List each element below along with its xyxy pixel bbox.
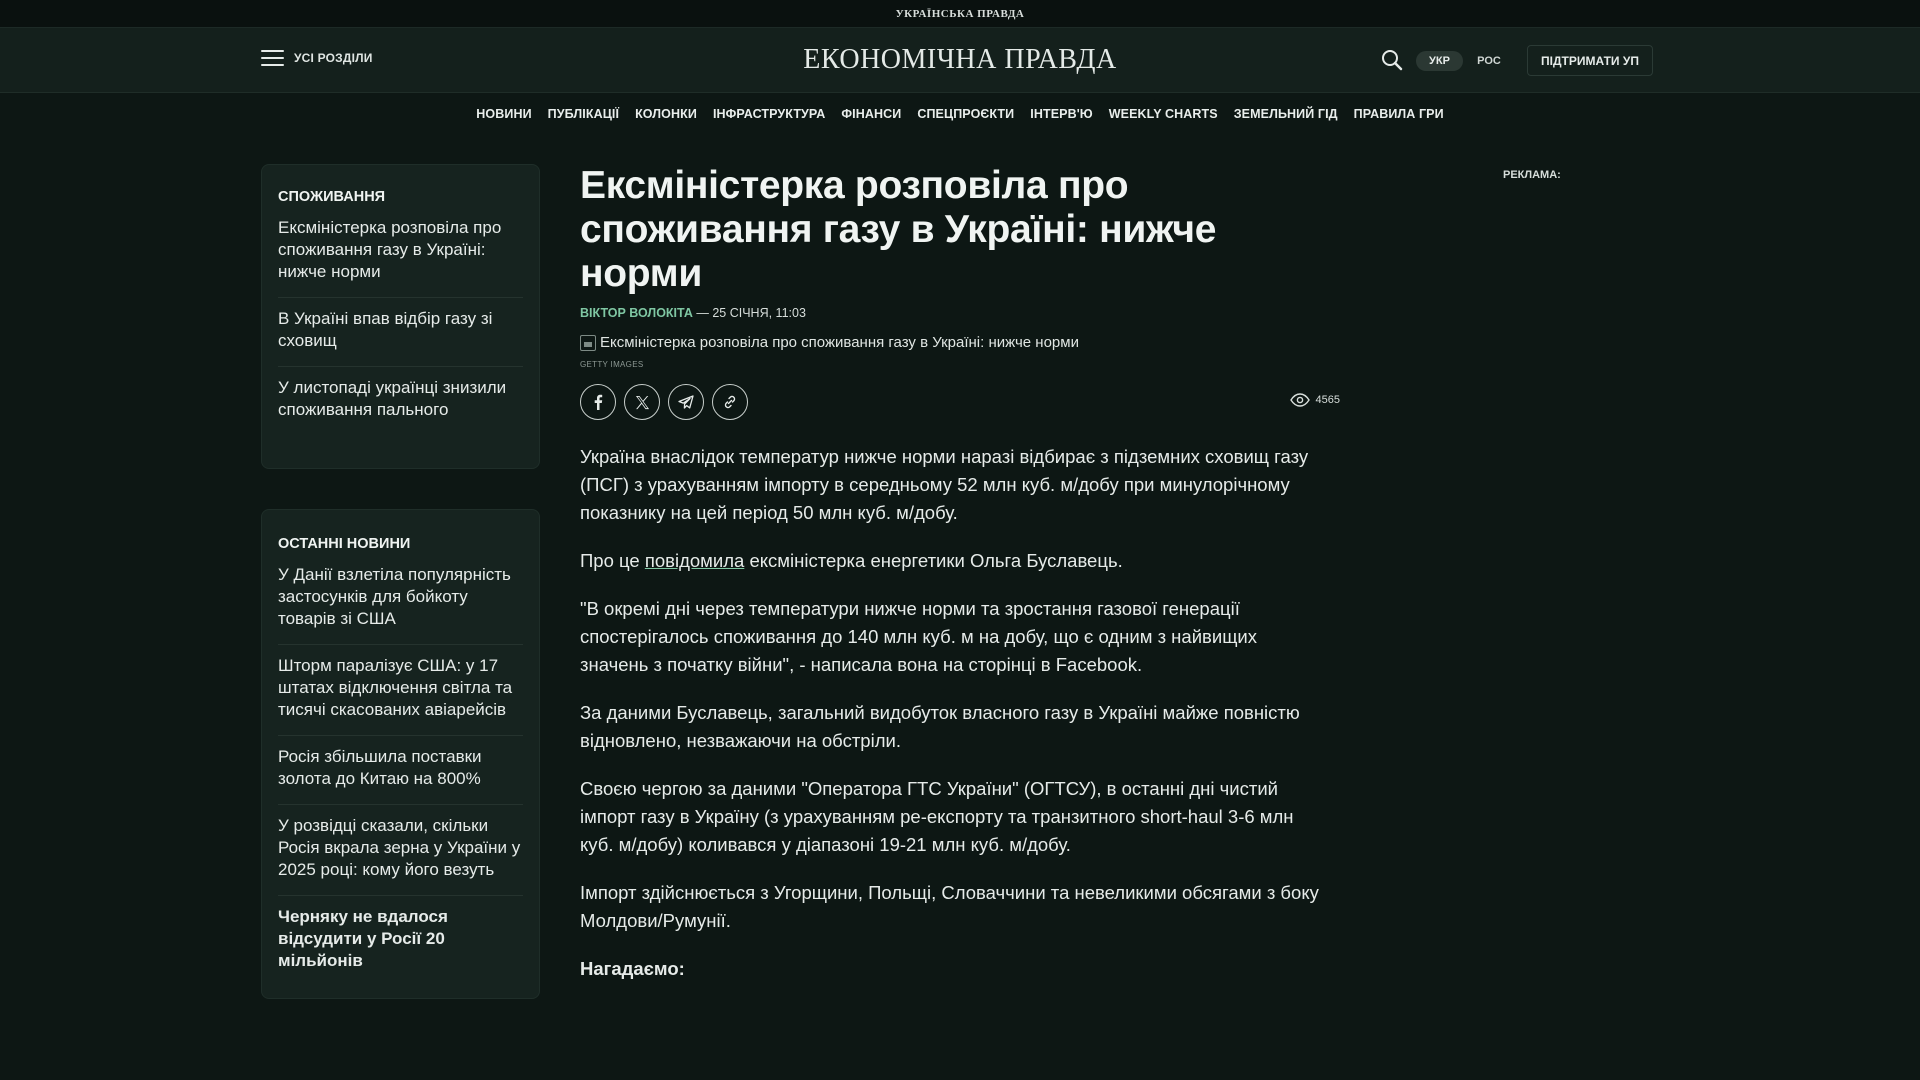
topic-title[interactable]: СПОЖИВАННЯ bbox=[278, 189, 386, 205]
lang-ros-button[interactable]: РОС bbox=[1477, 55, 1501, 67]
image-icon bbox=[580, 335, 596, 351]
nav-publications[interactable]: ПУБЛІКАЦІЇ bbox=[547, 107, 620, 121]
latest-news-title[interactable]: ОСТАННІ НОВИНИ bbox=[278, 536, 411, 552]
topic-item[interactable]: В Україні впав відбір газу зі сховищ bbox=[278, 308, 523, 367]
source-link[interactable]: повідомила bbox=[644, 550, 745, 571]
nav-infrastructure[interactable]: ІНФРАСТРУКТУРА bbox=[712, 107, 826, 121]
site-header bbox=[0, 28, 1920, 93]
share-facebook-button[interactable] bbox=[580, 384, 616, 420]
publish-date: — 25 СІЧНЯ, 11:03 bbox=[692, 306, 806, 320]
support-button[interactable]: ПІДТРИМАТИ УП bbox=[1527, 45, 1653, 76]
article-headline: Ексміністерка розповіла про споживання газу в Україні: нижче норми bbox=[580, 164, 1217, 295]
nav-special-projects[interactable]: СПЕЦПРОЄКТИ bbox=[917, 107, 1015, 121]
nav-weekly-charts[interactable]: WEEKLY CHARTS bbox=[1108, 107, 1218, 121]
ad-label: РЕКЛАМА: bbox=[1503, 169, 1561, 181]
main-nav bbox=[0, 93, 1920, 135]
paragraph: Імпорт здійснюється з Угорщини, Польщі, Словаччини та невеликими обсягами з боку Молдови/Румунії. bbox=[580, 882, 1319, 931]
article-body bbox=[580, 443, 1320, 983]
paragraph: Україна внаслідок температур нижче норми наразі відбирає з підземних сховищ газу (ПСГ) з урахуванням імпорту в середньому 52 млн куб. м/добу при минулорічному показнику на цей період 50 млн куб. м/добу. bbox=[580, 446, 1309, 523]
latest-news-item[interactable]: У Данії взлетіла популярність застосунків для бойкоту товарів зі США bbox=[278, 564, 523, 645]
reminder-heading: Нагадаємо: bbox=[580, 958, 685, 979]
up-brand-link[interactable]: УКРАЇНСЬКА ПРАВДА bbox=[895, 7, 1025, 20]
paragraph-text: ексміністерка енергетики Ольга Буславець. bbox=[744, 550, 1123, 571]
top-strip bbox=[0, 0, 1920, 28]
site-logo[interactable]: ЕКОНОМІЧНА ПРАВДА bbox=[803, 44, 1117, 75]
view-count-value: 4565 bbox=[1315, 394, 1340, 406]
copy-link-button[interactable] bbox=[712, 384, 748, 420]
all-sections-label: УСІ РОЗДІЛИ bbox=[294, 51, 373, 65]
byline bbox=[580, 306, 1340, 320]
nav-land-guide[interactable]: ЗЕМЕЛЬНИЙ ГІД bbox=[1233, 107, 1338, 121]
x-icon bbox=[635, 395, 650, 410]
image-credit: GETTY IMAGES bbox=[580, 360, 644, 369]
eye-icon bbox=[1290, 393, 1310, 407]
link-icon bbox=[722, 394, 738, 410]
paragraph-text: Про це bbox=[580, 550, 645, 571]
nav-interview[interactable]: ІНТЕРВ'Ю bbox=[1030, 107, 1093, 121]
view-count bbox=[1290, 393, 1340, 407]
article bbox=[580, 164, 1340, 1003]
latest-news-card bbox=[261, 509, 540, 999]
nav-news[interactable]: НОВИНИ bbox=[476, 107, 532, 121]
topic-card bbox=[261, 164, 540, 469]
telegram-icon bbox=[678, 394, 694, 410]
image-alt-text: Ексміністерка розповіла про споживання газу в Україні: нижче норми bbox=[600, 334, 1079, 351]
paragraph: За даними Буславець, загальний видобуток власного газу в Україні майже повністю відновлено, незважаючи на обстріли. bbox=[580, 702, 1300, 751]
paragraph: Своєю чергою за даними "Оператора ГТС України" (ОГТСУ), в останні дні чистий імпорт газу в Україну (з урахуванням ре-експорту та транзитного short-haul 3-6 млн куб. м/добу) коливався у діапазоні 19-21 млн куб. м/добу. bbox=[580, 778, 1294, 855]
nav-rules[interactable]: ПРАВИЛА ГРИ bbox=[1353, 107, 1444, 121]
share-bar bbox=[580, 383, 1340, 421]
topic-item[interactable]: У листопаді українці знизили споживання пального bbox=[278, 378, 507, 419]
search-icon[interactable] bbox=[1380, 48, 1404, 72]
article-image bbox=[580, 334, 1340, 351]
lang-ukr-button[interactable]: УКР bbox=[1416, 51, 1463, 71]
latest-news-item[interactable]: Черняку не вдалося відсудити у Росії 20 мільйонів bbox=[278, 907, 448, 970]
share-x-button[interactable] bbox=[624, 384, 660, 420]
topic-item[interactable]: Ексміністерка розповіла про споживання газу в Україні: нижче норми bbox=[278, 217, 523, 298]
latest-news-item[interactable]: Шторм паралізує США: у 17 штатах відключення світла та тисячі скасованих авіарейсів bbox=[278, 655, 523, 736]
paragraph bbox=[580, 547, 1320, 575]
nav-finance[interactable]: ФІНАНСИ bbox=[841, 107, 902, 121]
quote-paragraph: "В окремі дні через температури нижче норми та зростання газової генерації спостерігалось споживання до 140 млн куб. м на добу, що є одним з найвищих значень з початку війни", - написала вона на сторінці в Facebook. bbox=[580, 598, 1257, 675]
latest-news-item[interactable]: Росія збільшила поставки золота до Китаю на 800% bbox=[278, 746, 523, 805]
latest-news-item[interactable]: У розвідці сказали, скільки Росія вкрала зерна у України у 2025 році: кому його везуть bbox=[278, 815, 523, 896]
facebook-icon bbox=[590, 394, 606, 410]
share-telegram-button[interactable] bbox=[668, 384, 704, 420]
author-link[interactable]: ВІКТОР ВОЛОКІТА bbox=[580, 306, 693, 320]
nav-columns[interactable]: КОЛОНКИ bbox=[635, 107, 697, 121]
